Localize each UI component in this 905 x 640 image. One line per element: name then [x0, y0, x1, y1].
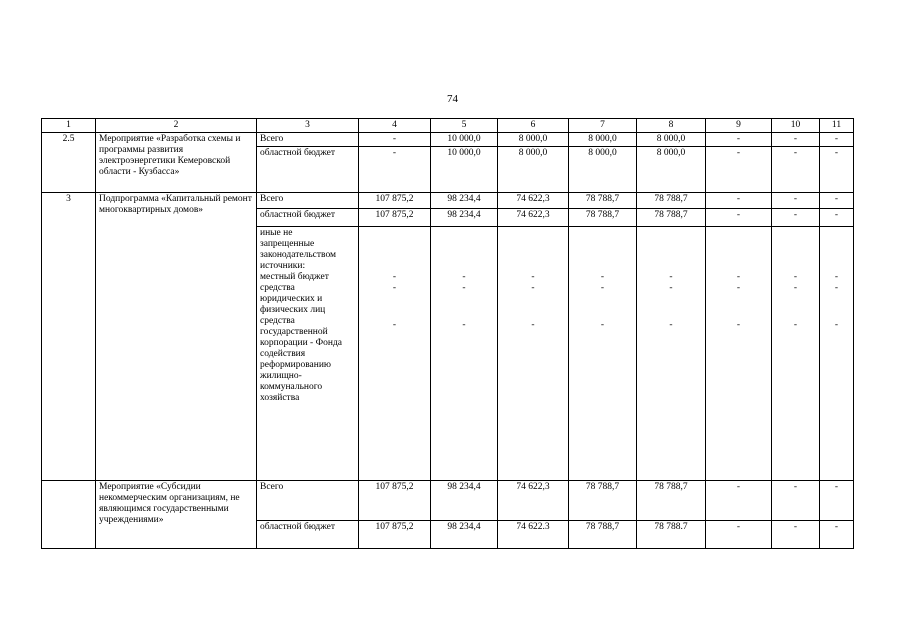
value-cell: - [669, 320, 673, 330]
value-cell: - [793, 272, 798, 282]
value-cell: - [531, 272, 535, 282]
value-cell: 10 000,0 [431, 147, 498, 193]
value-cell: 78 788,7 [569, 209, 637, 227]
header-cell: 4 [359, 119, 431, 133]
value-cell: 107 875,2 [359, 521, 431, 549]
value-cell: - [820, 133, 854, 147]
value-cell: - [600, 272, 605, 282]
state-corp-label: средства государственной корпорации - Фонда содействия реформированию жилищно-коммунального хозяйства [260, 316, 342, 403]
value-cell: - [462, 283, 466, 293]
value-cell: - [462, 320, 466, 330]
value-cell: 8 000,0 [637, 147, 706, 193]
value-cell: - [820, 193, 854, 209]
header-cell: 11 [820, 119, 854, 133]
value-stack [569, 227, 637, 481]
value-cell: - [820, 147, 854, 193]
value-cell: - [462, 272, 466, 282]
header-cell: 1 [42, 119, 96, 133]
value-cell: - [772, 209, 820, 227]
value-stack [431, 227, 498, 481]
value-cell: - [706, 209, 772, 227]
value-cell: - [834, 283, 839, 293]
value-cell: 107 875,2 [359, 481, 431, 521]
value-cell: 78 788,7 [637, 481, 706, 521]
value-stack [359, 227, 431, 481]
value-cell: - [706, 481, 772, 521]
header-cell: 6 [498, 119, 569, 133]
value-cell: - [736, 320, 741, 330]
value-cell: 74 622,3 [498, 481, 569, 521]
value-cell: 8 000,0 [637, 133, 706, 147]
source-label: областной бюджет [257, 209, 359, 227]
value-cell: - [736, 283, 741, 293]
value-cell: - [600, 283, 605, 293]
value-cell: 8 000,0 [498, 133, 569, 147]
value-stack [706, 227, 772, 481]
row-number [42, 481, 96, 549]
header-cell: 10 [772, 119, 820, 133]
value-cell: 10 000,0 [431, 133, 498, 147]
value-cell: - [736, 272, 741, 282]
other-sources-label: иные не запрещенные законодательством источники: [260, 228, 337, 271]
value-cell: - [392, 272, 397, 282]
row-number: 3 [42, 193, 96, 481]
value-cell: 98 234,4 [431, 209, 498, 227]
value-stack [637, 227, 706, 481]
value-cell: - [772, 193, 820, 209]
other-sources-cell [257, 227, 359, 481]
value-cell: - [600, 320, 605, 330]
header-cell: 9 [706, 119, 772, 133]
value-cell: - [359, 147, 431, 193]
value-cell: - [359, 133, 431, 147]
source-label: областной бюджет [257, 521, 359, 549]
value-stack [498, 227, 569, 481]
header-cell: 8 [637, 119, 706, 133]
value-cell: - [793, 283, 798, 293]
value-cell: 78 788,7 [569, 521, 637, 549]
value-cell: - [772, 521, 820, 549]
header-cell: 7 [569, 119, 637, 133]
value-cell: - [706, 193, 772, 209]
value-cell: - [531, 320, 535, 330]
value-cell: - [820, 521, 854, 549]
table-row [42, 481, 854, 521]
row-number: 2.5 [42, 133, 96, 193]
value-cell: - [706, 147, 772, 193]
value-cell: 78 788,7 [569, 193, 637, 209]
value-cell: 8 000,0 [498, 147, 569, 193]
value-cell: - [669, 283, 673, 293]
source-label: Всего [257, 133, 359, 147]
value-cell: 74 622,3 [498, 193, 569, 209]
source-label: Всего [257, 193, 359, 209]
value-cell: 78 788,7 [637, 193, 706, 209]
table-row [42, 193, 854, 209]
header-cell: 5 [431, 119, 498, 133]
header-row [42, 119, 854, 133]
header-cell: 2 [96, 119, 257, 133]
value-cell: - [772, 133, 820, 147]
row-name: Подпрограмма «Капитальный ремонт многоквартирных домов» [96, 193, 257, 481]
page-number: 74 [447, 93, 458, 105]
local-budget-label: местный бюджет [260, 272, 329, 282]
value-cell: - [820, 481, 854, 521]
value-cell: 98 234,4 [431, 193, 498, 209]
value-cell: - [706, 133, 772, 147]
table-row [42, 133, 854, 147]
value-cell: - [820, 209, 854, 227]
row-name: Мероприятие «Субсидии некоммерческим организациям, не являющимся государственными учреждениями» [96, 481, 257, 549]
value-cell: 98 234,4 [431, 481, 498, 521]
value-cell: 78 788.7 [637, 521, 706, 549]
value-cell: 78 788,7 [637, 209, 706, 227]
value-cell: - [834, 320, 839, 330]
value-cell: - [706, 521, 772, 549]
source-label: областной бюджет [257, 147, 359, 193]
value-cell: - [834, 272, 839, 282]
value-cell: 74 622,3 [498, 209, 569, 227]
value-cell: 74 622.3 [498, 521, 569, 549]
value-stack [820, 227, 854, 481]
value-cell: - [392, 283, 397, 293]
value-cell: - [793, 320, 798, 330]
source-label: Всего [257, 481, 359, 521]
budget-table [41, 118, 854, 549]
value-cell: - [772, 147, 820, 193]
value-cell: - [772, 481, 820, 521]
value-stack [772, 227, 820, 481]
value-cell: - [669, 272, 673, 282]
row-name: Мероприятие «Разработка схемы и программы развития электроэнергетики Кемеровской области - Кузбасса» [96, 133, 257, 193]
value-cell: - [531, 283, 535, 293]
header-cell: 3 [257, 119, 359, 133]
value-cell: 78 788,7 [569, 481, 637, 521]
value-cell: - [392, 320, 397, 330]
value-cell: 98 234,4 [431, 521, 498, 549]
legal-entities-label: средства юридических и физических лиц [260, 283, 326, 315]
value-cell: 8 000,0 [569, 133, 637, 147]
value-cell: 107 875,2 [359, 193, 431, 209]
value-cell: 107 875,2 [359, 209, 431, 227]
value-cell: 8 000,0 [569, 147, 637, 193]
